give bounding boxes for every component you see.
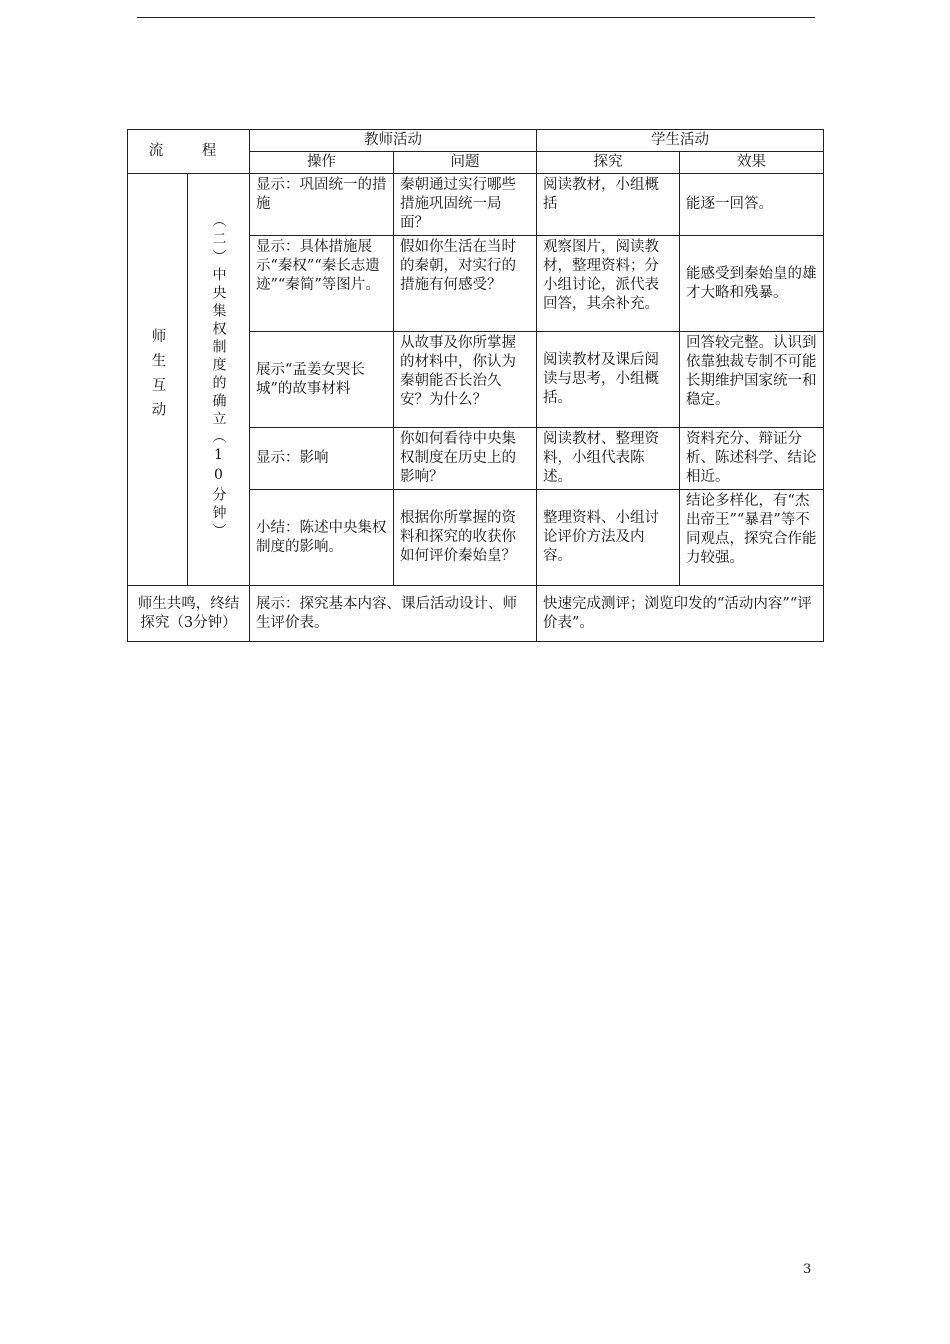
row1-explore: 阅读教材，小组概括 (537, 174, 680, 236)
table-header-row (128, 130, 824, 152)
table-row (128, 174, 824, 236)
section-sub-cell (188, 174, 250, 586)
section-interaction-cell (128, 174, 188, 586)
header-flow: 流 程 (128, 130, 250, 174)
row3-question: 从故事及你所掌握的材料中，你认为秦朝能否长治久安？为什么？ (394, 332, 537, 428)
row2-effect: 能感受到秦始皇的雄才大略和残暴。 (680, 236, 824, 332)
lesson-flow-table (127, 129, 824, 642)
row1-question: 秦朝通过实行哪些措施巩固统一局面？ (394, 174, 537, 236)
row2-question: 假如你生活在当时的秦朝，对实行的措施有何感受？ (394, 236, 537, 332)
header-question: 问题 (394, 152, 537, 174)
row2-operation: 显示：具体措施展示“秦权”“秦长志遗迹”“秦简”等图片。 (250, 236, 394, 332)
row5-effect: 结论多样化，有“杰出帝王”“暴君”等不同观点，探究合作能力较强。 (680, 490, 824, 586)
header-operation: 操作 (250, 152, 394, 174)
section-sub-label: （二）中央集权制度的确立（10分钟） (210, 212, 227, 541)
row4-effect: 资料充分、辩证分析、陈述科学、结论相近。 (680, 428, 824, 490)
row3-effect: 回答较完整。认识到依靠独裁专制不可能长期维护国家统一和稳定。 (680, 332, 824, 428)
page-number: 3 (803, 1262, 812, 1277)
row3-explore: 阅读教材及课后阅读与思考，小组概括。 (537, 332, 680, 428)
header-teacher-activity: 教师活动 (250, 130, 537, 152)
header-student-activity: 学生活动 (537, 130, 824, 152)
row1-effect: 能逐一回答。 (680, 174, 824, 236)
final-flow: 师生共鸣，终结探究（3分钟） (128, 586, 250, 642)
row4-explore: 阅读教材、整理资料，小组代表陈述。 (537, 428, 680, 490)
row4-operation: 显示：影响 (250, 428, 394, 490)
table-row-final (128, 586, 824, 642)
row1-operation: 显示：巩固统一的措施 (250, 174, 394, 236)
final-teacher: 展示：探究基本内容、课后活动设计、师生评价表。 (250, 586, 537, 642)
final-student: 快速完成测评；浏览印发的“活动内容”“评价表”。 (537, 586, 824, 642)
row5-operation: 小结：陈述中央集权制度的影响。 (250, 490, 394, 586)
row4-question: 你如何看待中央集权制度在历史上的影响？ (394, 428, 537, 490)
header-effect: 效果 (680, 152, 824, 174)
header-explore: 探究 (537, 152, 680, 174)
section-interaction-label: 师生互动 (149, 327, 166, 426)
row2-explore: 观察图片，阅读教材，整理资料；分小组讨论，派代表回答，其余补充。 (537, 236, 680, 332)
row5-explore: 整理资料、小组讨论评价方法及内容。 (537, 490, 680, 586)
row5-question: 根据你所掌握的资料和探究的收获你如何评价秦始皇？ (394, 490, 537, 586)
row3-operation: 展示“孟姜女哭长城”的故事材料 (250, 332, 394, 428)
header-rule (137, 17, 815, 18)
